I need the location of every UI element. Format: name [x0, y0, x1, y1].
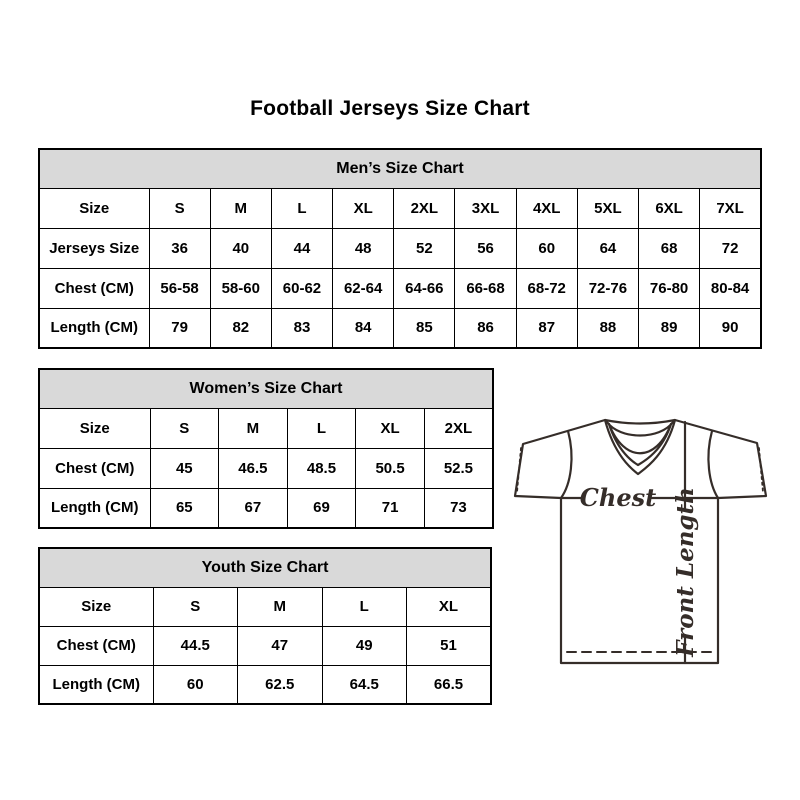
size-cell: S: [149, 189, 210, 229]
value-cell: 60: [516, 229, 577, 269]
value-cell: 48: [333, 229, 394, 269]
value-cell: 50.5: [356, 449, 425, 489]
value-cell: 65: [150, 488, 219, 528]
table-row: [39, 229, 761, 269]
size-cell: S: [150, 409, 219, 449]
value-cell: 49: [322, 626, 407, 665]
row-label: Length (CM): [39, 308, 149, 348]
value-cell: 62-64: [333, 268, 394, 308]
mens-chart-title: Men’s Size Chart: [39, 149, 761, 189]
womens-size-table: [38, 368, 494, 529]
value-cell: 45: [150, 449, 219, 489]
value-cell: 85: [394, 308, 455, 348]
youth-chart-title: Youth Size Chart: [39, 548, 491, 587]
value-cell: 56-58: [149, 268, 210, 308]
value-cell: 56: [455, 229, 516, 269]
size-cell: 2XL: [424, 409, 493, 449]
row-label: Length (CM): [39, 665, 153, 704]
value-cell: 69: [287, 488, 356, 528]
value-cell: 60: [153, 665, 238, 704]
table-row: [39, 308, 761, 348]
womens-chart-title: Women’s Size Chart: [39, 369, 493, 409]
right-armhole-seam: [708, 431, 718, 498]
value-cell: 67: [219, 488, 288, 528]
size-cell: L: [271, 189, 332, 229]
value-cell: 46.5: [219, 449, 288, 489]
table-row: [39, 665, 491, 704]
chest-label: Chest: [579, 483, 657, 512]
size-cell: M: [238, 587, 323, 626]
value-cell: 64.5: [322, 665, 407, 704]
size-cell: M: [210, 189, 271, 229]
table-row: [39, 488, 493, 528]
collar-v-outer: [605, 420, 675, 474]
value-cell: 79: [149, 308, 210, 348]
size-cell: XL: [356, 409, 425, 449]
row-label: Chest (CM): [39, 268, 149, 308]
value-cell: 44.5: [153, 626, 238, 665]
row-label: Size: [39, 587, 153, 626]
table-row: [39, 409, 493, 449]
value-cell: 36: [149, 229, 210, 269]
value-cell: 72-76: [577, 268, 638, 308]
size-cell: 7XL: [700, 189, 761, 229]
table-row: [39, 587, 491, 626]
table-row: [39, 626, 491, 665]
value-cell: 76-80: [639, 268, 700, 308]
size-cell: 6XL: [639, 189, 700, 229]
value-cell: 51: [407, 626, 492, 665]
youth-size-table: [38, 547, 492, 705]
row-label: Jerseys Size: [39, 229, 149, 269]
value-cell: 82: [210, 308, 271, 348]
value-cell: 87: [516, 308, 577, 348]
value-cell: 68: [639, 229, 700, 269]
table-header-row: [39, 369, 493, 409]
value-cell: 52: [394, 229, 455, 269]
value-cell: 66.5: [407, 665, 492, 704]
front-length-label: Front Length: [672, 487, 699, 657]
row-label: Chest (CM): [39, 626, 153, 665]
left-armhole-seam: [561, 431, 572, 498]
jersey-measurement-diagram: [505, 412, 775, 667]
value-cell: 72: [700, 229, 761, 269]
value-cell: 86: [455, 308, 516, 348]
row-label: Chest (CM): [39, 449, 150, 489]
value-cell: 80-84: [700, 268, 761, 308]
value-cell: 84: [333, 308, 394, 348]
value-cell: 64-66: [394, 268, 455, 308]
page-title: Football Jerseys Size Chart: [250, 97, 530, 120]
value-cell: 62.5: [238, 665, 323, 704]
size-cell: 3XL: [455, 189, 516, 229]
size-cell: 4XL: [516, 189, 577, 229]
value-cell: 64: [577, 229, 638, 269]
size-cell: M: [219, 409, 288, 449]
value-cell: 83: [271, 308, 332, 348]
table-header-row: [39, 149, 761, 189]
size-cell: L: [287, 409, 356, 449]
value-cell: 47: [238, 626, 323, 665]
size-cell: XL: [407, 587, 492, 626]
value-cell: 90: [700, 308, 761, 348]
value-cell: 60-62: [271, 268, 332, 308]
table-header-row: [39, 548, 491, 587]
row-label: Length (CM): [39, 488, 150, 528]
value-cell: 44: [271, 229, 332, 269]
value-cell: 52.5: [424, 449, 493, 489]
value-cell: 48.5: [287, 449, 356, 489]
value-cell: 68-72: [516, 268, 577, 308]
value-cell: 66-68: [455, 268, 516, 308]
table-row: [39, 268, 761, 308]
size-cell: L: [322, 587, 407, 626]
mens-size-table: [38, 148, 762, 349]
value-cell: 40: [210, 229, 271, 269]
row-label: Size: [39, 409, 150, 449]
table-row: [39, 449, 493, 489]
size-cell: 2XL: [394, 189, 455, 229]
jersey-outline: [515, 420, 766, 663]
value-cell: 88: [577, 308, 638, 348]
size-cell: 5XL: [577, 189, 638, 229]
row-label: Size: [39, 189, 149, 229]
value-cell: 73: [424, 488, 493, 528]
value-cell: 58-60: [210, 268, 271, 308]
size-cell: XL: [333, 189, 394, 229]
value-cell: 89: [639, 308, 700, 348]
value-cell: 71: [356, 488, 425, 528]
size-cell: S: [153, 587, 238, 626]
table-row: [39, 189, 761, 229]
